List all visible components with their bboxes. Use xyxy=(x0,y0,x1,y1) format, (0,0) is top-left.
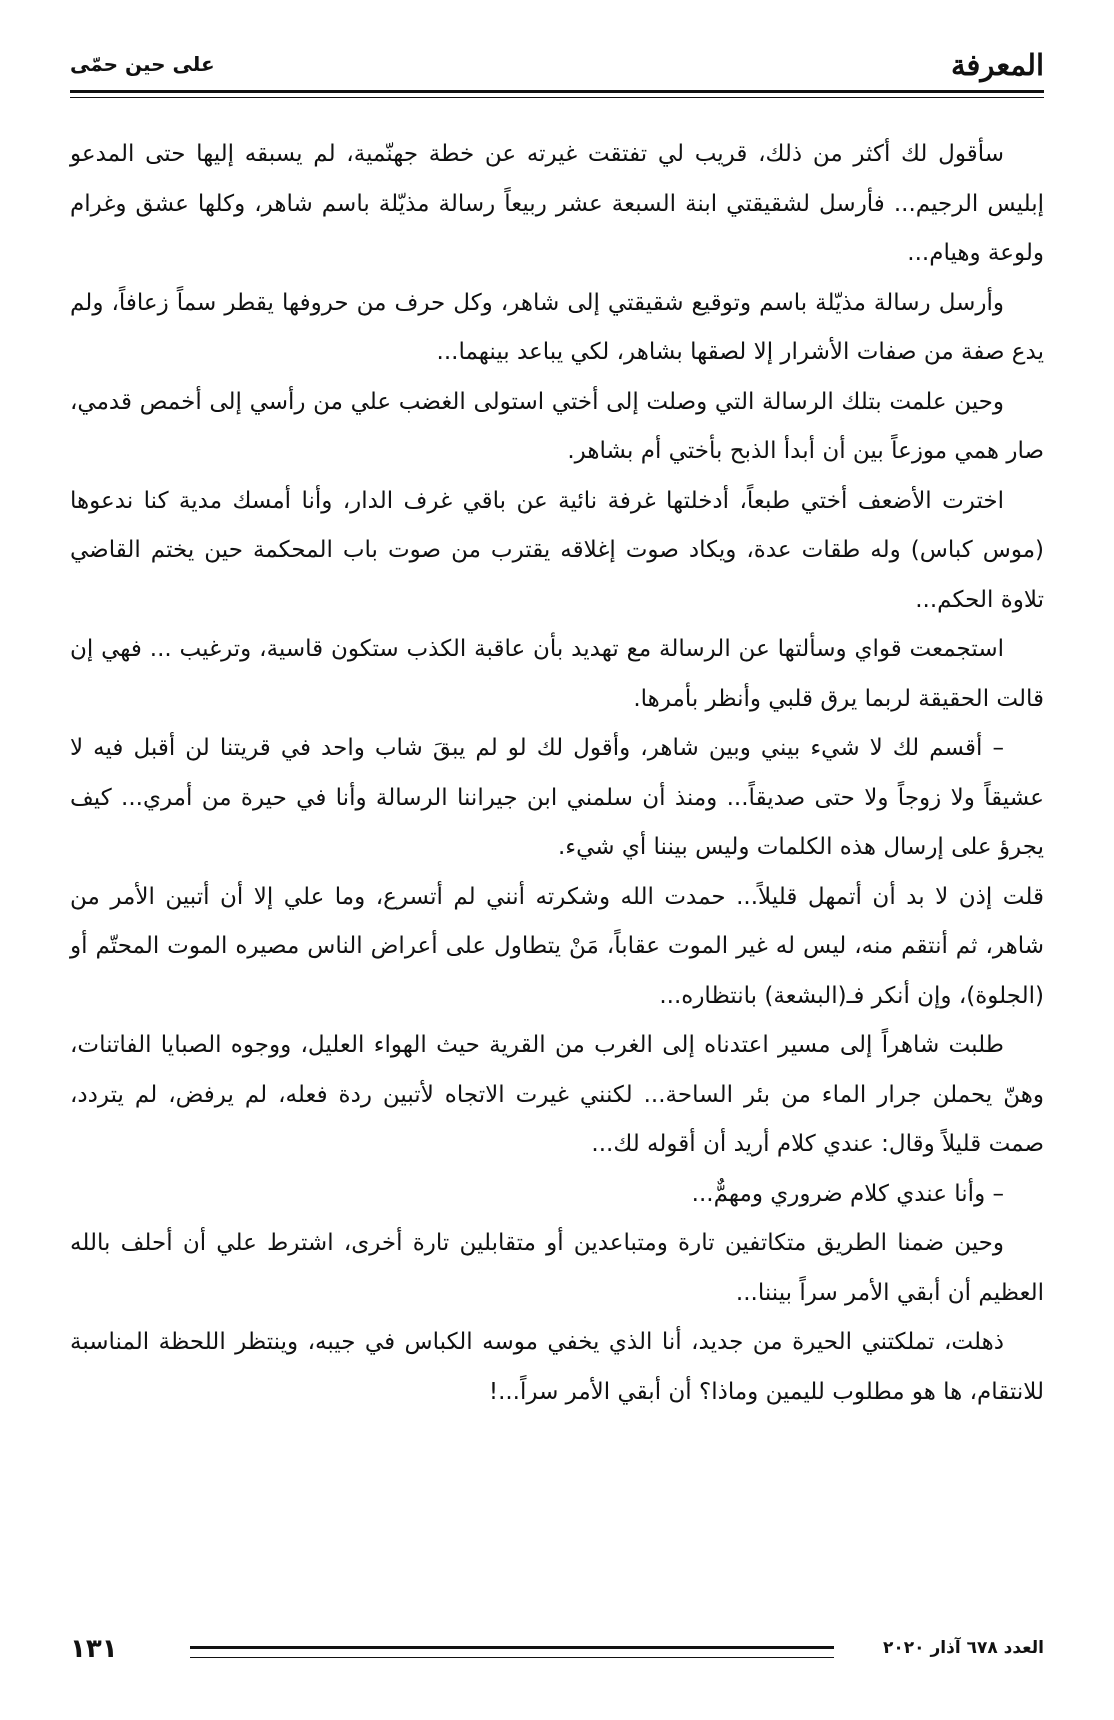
page-footer xyxy=(70,1634,1044,1666)
paragraph: – أقسم لك لا شيء بيني وبين شاهر، وأقول لك لو لم يبقَ شاب واحد في قريتنا لن أقبل فيه لا عشيقاً ولا زوجاً ولا حتى صديقاً... ومنذ أن سلمني ابن جيراننا الرسالة وأنا في حيرة من أمري... كيف يجرؤ على إرسال هذه الكلمات وليس بيننا أي شيء. xyxy=(70,735,1044,860)
paragraph: – وأنا عندي كلام ضروري ومهمٌّ... xyxy=(691,1180,1004,1207)
paragraph: وحين ضمنا الطريق متكاتفين تارة ومتباعدين أو متقابلين تارة أخرى، اشترط علي أن أحلف بالله العظيم أن أبقي الأمر سراً بيننا... xyxy=(70,1230,1044,1306)
paragraph: طلبت شاهراً إلى مسير اعتدناه إلى الغرب من القرية حيث الهواء العليل، ووجوه الصبايا الفاتنات، وهنّ يحملن جرار الماء من بئر الساحة... لكنني غيرت الاتجاه لأتبين ردة فعله، لم يرفض، لم يتردد، صمت قليلاً وقال: عندي كلام أريد أن أقوله لك... xyxy=(70,1032,1044,1157)
page-header xyxy=(70,48,1044,88)
paragraph: قلت إذن لا بد أن أتمهل قليلاً... حمدت الله وشكرته أنني لم أتسرع، وما علي إلا أن أتبين الأمر من شاهر، ثم أنتقم منه، ليس له غير الموت عقاباً، مَنْ يتطاول على أعراض الناس مصيره الموت المحتّم أو (الجلوة)، وإن أنكر فـ(البشعة) بانتظاره... xyxy=(70,883,1044,1009)
header-rule-thick xyxy=(70,90,1044,93)
issue-info: العدد ٦٧٨ آذار ٢٠٢٠ xyxy=(883,1638,1044,1658)
paragraph: اخترت الأضعف أختي طبعاً، أدخلتها غرفة نائية عن باقي غرف الدار، وأنا أمسك مدية كنا ندعوها (موس كباس) وله طقات عدة، ويكاد صوت إغلاقه يقترب من صوت باب المحكمة حين يختم القاضي تلاوة الحكم... xyxy=(70,487,1044,613)
paragraph: وحين علمت بتلك الرسالة التي وصلت إلى أختي استولى الغضب علي من رأسي إلى أخمص قدمي، صار همي موزعاً بين أن أبدأ الذبح بأختي أم بشاهر. xyxy=(70,388,1044,464)
paragraph: سأقول لك أكثر من ذلك، قريب لي تفتقت غيرته عن خطة جهنّمية، لم يسبقه إليها حتى المدعو إبليس الرجيم... فأرسل لشقيقتي ابنة السبعة عشر ربيعاً رسالة مذيّلة باسم شاهر، وكلها عشق وغرام ولوعة وهيام... xyxy=(70,141,1044,266)
paragraph: وأرسل رسالة مذيّلة باسم وتوقيع شقيقتي إلى شاهر، وكل حرف من حروفها يقطر سماً زعافاً، ولم يدع صفة من صفات الأشرار إلا لصقها بشاهر، لكي يباعد بينهما... xyxy=(70,289,1044,365)
paragraph: ذهلت، تملكتني الحيرة من جديد، أنا الذي يخفي موسه الكباس في جيبه، وينتظر اللحظة المناسبة للانتقام، ها هو مطلوب لليمين وماذا؟ أن أبقي الأمر سراً...! xyxy=(70,1329,1044,1405)
running-title: على حين حمّى xyxy=(70,52,215,76)
paragraph: استجمعت قواي وسألتها عن الرسالة مع تهديد بأن عاقبة الكذب ستكون قاسية، وترغيب ... فهي إن قالت الحقيقة لربما يرق قلبي وأنظر بأمرها. xyxy=(70,636,1044,712)
magazine-logo: المعرفة xyxy=(950,48,1044,82)
footer-rule xyxy=(190,1646,834,1658)
header-rule-thin xyxy=(70,97,1044,98)
article-body xyxy=(70,130,1044,1417)
page-number: ١٣١ xyxy=(70,1634,118,1664)
